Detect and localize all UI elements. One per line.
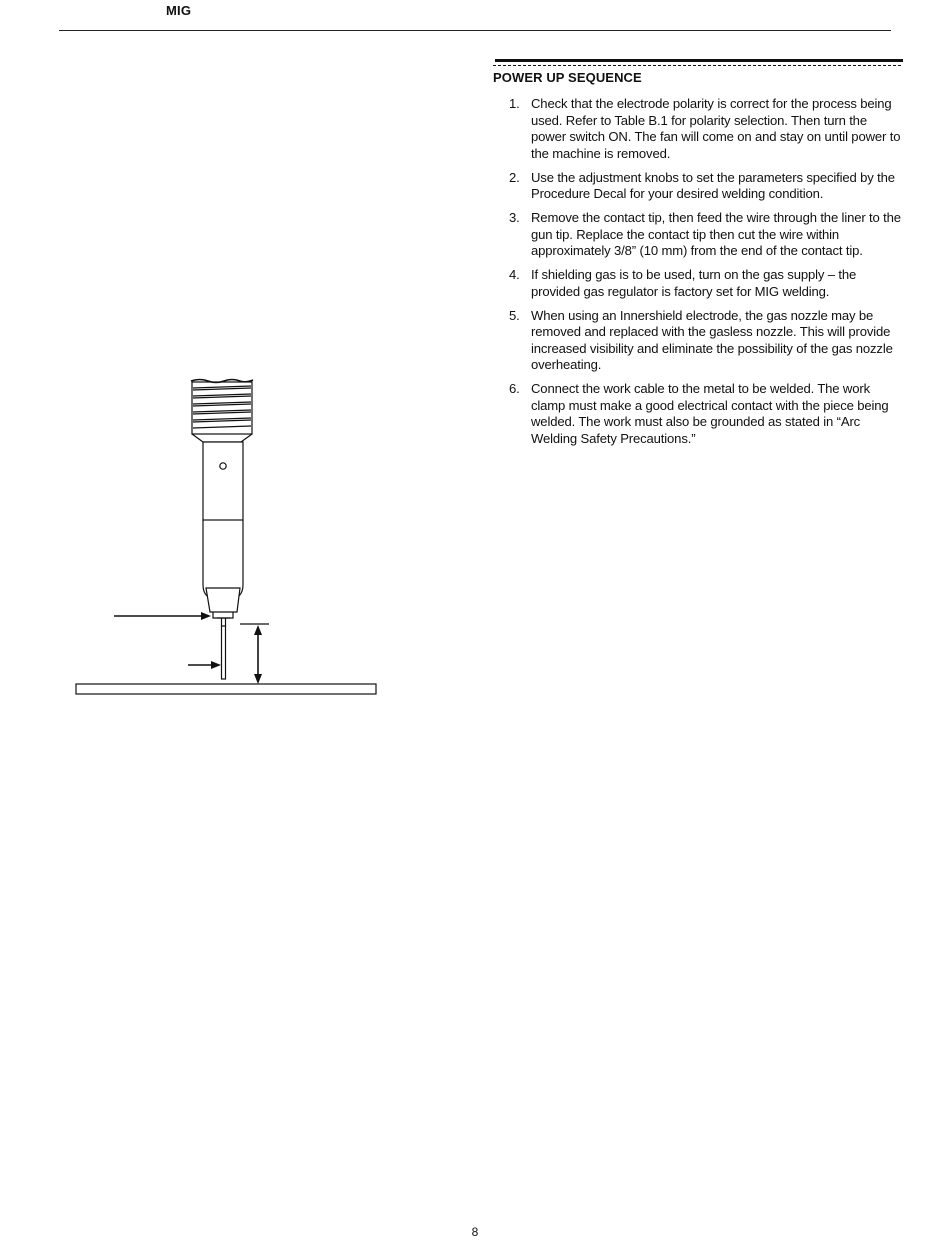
stickout-arrowhead-bottom [254,674,262,684]
gun-tip-stickout-illustration [70,370,390,710]
work-piece-plate [76,684,376,694]
step-number: 2. [509,169,520,185]
step-text: If shielding gas is to be used, turn on the gas supply – the provided gas regulator is factory set for MIG welding. [531,267,857,299]
step-number: 6. [509,381,520,396]
step-item [493,210,903,260]
stickout-arrowhead-top [254,625,262,635]
step-item [493,308,903,374]
step-text: Remove the contact tip, then feed the wire through the liner to the gun tip. Replace the contact tip then cut the wire within approximately 3/8” (10 mm) from the end of the contact tip. [531,210,901,258]
section-rule-solid [495,59,903,62]
step-text: Connect the work cable to the metal to be welded. The work clamp must make a good electrical contact with the piece being welded. The work must also be grounded as stated in “Arc Welding Safety Precautions.” [531,381,889,446]
step-text: Check that the electrode polarity is correct for the process being used. Refer to Table B.1 for polarity selection. Then turn the power switch ON. The fan will come on and stay on until power to the machine is removed. [531,96,901,161]
contact-tip-pointer-arrowhead [201,612,211,620]
gun-barrel [203,442,243,520]
section-rule-dashed [493,65,901,66]
electrode-pointer-arrowhead [211,661,221,669]
page-number: 8 [471,1225,479,1239]
step-item [493,381,903,447]
step-number: 4. [509,267,520,282]
step-number: 5. [509,307,520,323]
header-rule [59,30,891,31]
step-item [493,267,903,300]
contact-tip [206,588,240,612]
step-item [493,96,903,162]
step-number: 1. [509,96,520,111]
power-up-steps-list [493,96,903,447]
step-text: When using an Innershield electrode, the gas nozzle may be removed and replaced with the gasless nozzle. This will provide increased visibility and eliminate the possibility of the gas nozzle overheating. [531,307,893,372]
step-item [493,170,903,203]
electrode-wire [222,626,226,679]
section-title: POWER UP SEQUENCE [493,70,642,85]
step-number: 3. [509,210,520,225]
power-up-sequence-section [493,59,903,455]
header-section-label: MIG [166,3,192,18]
step-text: Use the adjustment knobs to set the parameters specified by the Procedure Decal for your desired welding condition. [531,169,895,201]
